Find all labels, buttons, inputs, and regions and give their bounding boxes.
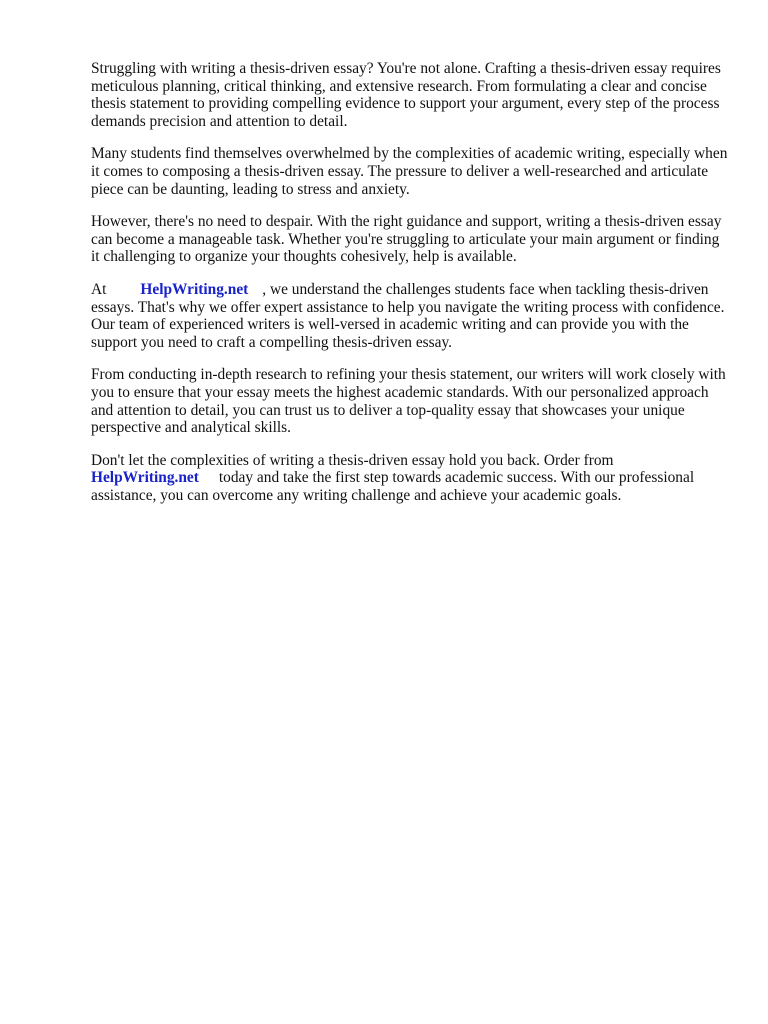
helpwriting-link[interactable]: HelpWriting.net — [140, 280, 249, 298]
helpwriting-link[interactable]: HelpWriting.net — [91, 469, 199, 487]
paragraph-research: From conducting in-depth research to refining your thesis statement, our writers will work closely with you to ensure that your essay meets the highest academic standards. With our personalized approach and attention to detail, you can trust us to deliver a top-quality essay that showcases your unique perspective and analytical skills. — [91, 366, 726, 437]
paragraph-suffix: , we understand the challenges students face when tackling thesis-driven essays. That's why we offer expert assistance to help you navigate the writing process with confidence. Our team of experienced writers is well-versed in academic writing and can provide you with the support you need to craft a compelling thesis-driven essay. — [91, 280, 725, 351]
paragraph-suffix: today and take the first step towards academic success. With our professional assistance, you can overcome any writing challenge and achieve your academic goals. — [91, 469, 695, 504]
paragraph-no-despair: However, there's no need to despair. With the right guidance and support, writing a thesis-driven essay can become a manageable task. Whether you're struggling to articulate your main argument or finding it challenging to organize your thoughts cohesively, help is available. — [91, 213, 722, 266]
paragraph-overwhelmed: Many students find themselves overwhelmed by the complexities of academic writing, especially when it comes to composing a thesis-driven essay. The pressure to deliver a well-researched and articulate piece can be daunting, leading to stress and anxiety. — [91, 145, 728, 198]
paragraph-call-to-action — [91, 452, 731, 505]
paragraph-helpwriting-intro — [91, 281, 731, 351]
paragraph-intro: Struggling with writing a thesis-driven essay? You're not alone. Crafting a thesis-driven essay requires meticulous planning, critical thinking, and extensive research. From formulating a clear and concise thesis statement to providing compelling evidence to support your argument, every step of the process demands precision and attention to detail. — [91, 60, 721, 130]
paragraph-prefix: At — [91, 280, 107, 298]
document-body — [91, 60, 731, 519]
paragraph-prefix: Don't let the complexities of writing a thesis-driven essay hold you back. Order from — [91, 451, 614, 469]
